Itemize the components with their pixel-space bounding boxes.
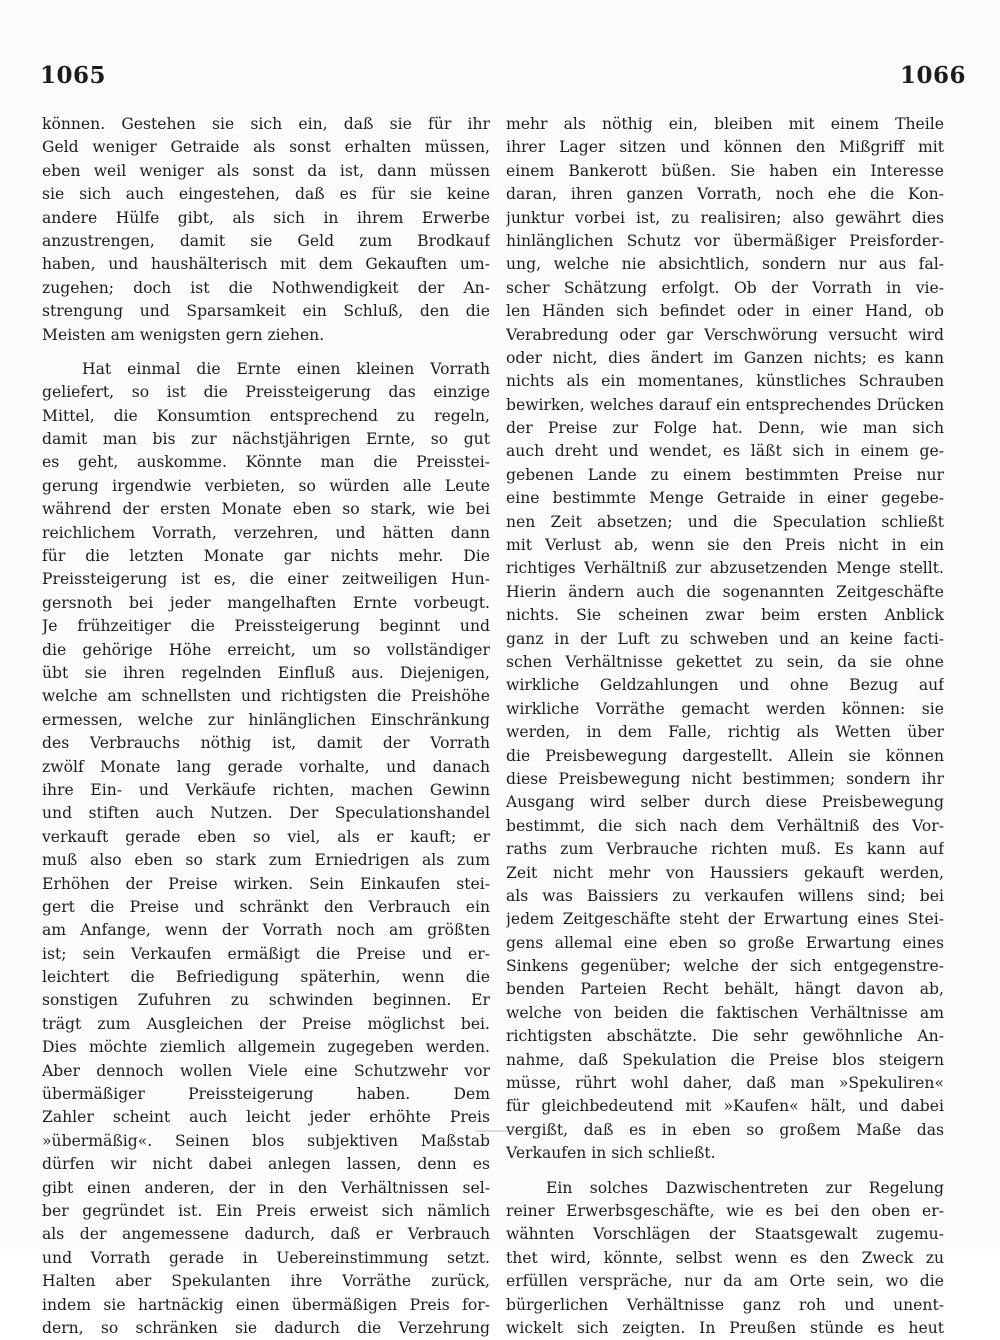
text-line: die gehörige Höhe erreicht, um so vollständiger bbox=[42, 640, 490, 659]
text-line: Preissteigerung ist es, die einer zeitweiligen Hun- bbox=[42, 570, 490, 589]
text-line: len Händen sich befindet oder in einer Hand, ob bbox=[506, 302, 944, 321]
text-line: Geld weniger Getraide als sonst erhalten müssen, bbox=[42, 138, 490, 157]
text-line: Je frühzeitiger die Preissteigerung beginnt und bbox=[42, 617, 490, 636]
text-line: nen Zeit absetzen; und die Speculation schließt bbox=[506, 512, 944, 531]
text-line: Meisten am wenigsten gern ziehen. bbox=[42, 325, 325, 344]
text-line: wähnten Vorschlägen der Staatsgewalt zugemu- bbox=[506, 1225, 944, 1244]
text-line: als der angemessene dadurch, daß er Verbrauch bbox=[42, 1225, 490, 1244]
text-line: wirkliche Geldzahlungen und ohne Bezug auf bbox=[506, 676, 944, 695]
text-line: wirkliche Vorräthe gemacht werden können: sie bbox=[506, 699, 944, 718]
text-line: trägt zum Ausgleichen der Preise möglichst bei. bbox=[42, 1014, 490, 1033]
text-line: können. Gestehen sie sich ein, daß sie für ihr bbox=[42, 115, 490, 133]
text-line: anzustrengen, damit sie Geld zum Brodkauf bbox=[42, 231, 490, 250]
text-line: gersnoth bei jeder mangelhaften Ernte vorbeugt. bbox=[42, 593, 490, 612]
text-line: die Preisbewegung dargestellt. Allein sie können bbox=[506, 746, 944, 765]
text-line: andere Hülfe gibt, als sich in ihrem Erwerbe bbox=[42, 208, 490, 227]
text-line: als was Baissiers zu verkaufen willens sind; bei bbox=[506, 886, 944, 905]
text-line: leichtert die Befriedigung späterhin, wenn die bbox=[42, 968, 490, 987]
text-line: Verkaufen in sich schließt. bbox=[506, 1144, 716, 1163]
text-line: mit Verlust ab, wenn sie den Preis nicht in ein bbox=[506, 536, 944, 555]
text-line: indem sie hartnäckig einen übermäßigen Preis for- bbox=[42, 1295, 490, 1314]
page-number-right: 1066 bbox=[899, 62, 966, 89]
text-line: hinlänglichen Schutz vor übermäßiger Preisforder- bbox=[506, 231, 944, 250]
text-line: gert die Preise und schränkt den Verbrauch ein bbox=[42, 897, 490, 916]
text-line: es geht, auskomme. Könnte man die Preisstei- bbox=[42, 453, 490, 472]
text-line: jedem Zeitgeschäfte steht der Erwartung eines Stei- bbox=[506, 910, 944, 929]
text-line: bestimmt, die sich nach dem Verhältniß des Vor- bbox=[506, 816, 944, 835]
text-line: Hat einmal die Ernte einen kleinen Vorrath bbox=[82, 359, 490, 378]
text-line: thet wird, könnte, selbst wenn es den Zweck zu bbox=[506, 1248, 944, 1267]
text-line: ganz in der Luft zu schweben und an keine facti- bbox=[506, 629, 944, 648]
text-line: ist; sein Verkaufen ermäßigt die Preise und er- bbox=[42, 944, 490, 963]
text-line: gens allemal eine eben so große Erwartung eines bbox=[506, 933, 944, 952]
text-line: reichlichem Vorrath, verzehren, und hätten dann bbox=[42, 523, 490, 542]
text-line: Dies möchte ziemlich allgemein zugegeben werden. bbox=[42, 1038, 490, 1057]
text-line: werden, in dem Falle, richtig als Wetten über bbox=[506, 723, 944, 742]
print-bleed-mark bbox=[475, 1130, 535, 1132]
text-line: nahme, daß Spekulation die Preise blos steigern bbox=[506, 1050, 944, 1069]
text-line: raths zum Verbrauche richten muß. Es kann auf bbox=[506, 840, 944, 859]
paragraph-gap bbox=[42, 347, 490, 358]
text-line: bürgerlichen Verhältnisse ganz roh und unent- bbox=[506, 1295, 944, 1314]
text-line: Halten aber Spekulanten ihre Vorräthe zurück, bbox=[42, 1272, 490, 1291]
text-line: dern, so schränken sie dadurch die Verzehrung bbox=[42, 1318, 490, 1337]
text-line: strengung und Sparsamkeit ein Schluß, den die bbox=[42, 302, 490, 321]
text-line: des Verbrauchs nöthig ist, damit der Vorrath bbox=[42, 734, 490, 753]
page-number-left: 1065 bbox=[40, 62, 107, 89]
text-line: Verabredung oder gar Verschwörung versucht wird bbox=[506, 325, 944, 344]
text-line: haben, und haushälterisch mit dem Gekauften um- bbox=[42, 255, 490, 274]
text-line: schen Verhältnisse gekettet zu sein, da sie ohne bbox=[506, 652, 944, 671]
text-line: welche von beiden die faktischen Verhältnisse am bbox=[506, 1003, 944, 1022]
text-line: am Anfange, wenn der Vorrath noch am größten bbox=[42, 921, 490, 940]
text-line: übermäßiger Preissteigerung haben. Dem bbox=[42, 1085, 490, 1104]
text-line: zugehen; doch ist die Nothwendigkeit der An- bbox=[42, 278, 490, 297]
text-line: Hierin ändern auch die sogenannten Zeitgeschäfte bbox=[506, 582, 944, 601]
text-line: geliefert, so ist die Preissteigerung das einzige bbox=[42, 383, 490, 402]
text-line: daran, ihren ganzen Vorrath, noch ehe die Kon- bbox=[506, 185, 944, 204]
text-line: Mittel, die Konsumtion entsprechend zu regeln, bbox=[42, 406, 490, 425]
text-line: für gleichbedeutend mit »Kaufen« hält, und dabei bbox=[506, 1097, 944, 1116]
text-line: mehr als nöthig ein, bleiben mit einem Theile bbox=[506, 115, 944, 133]
paragraph-gap bbox=[506, 1166, 944, 1177]
text-line: ihrer Lager sitzen und können den Mißgriff mit bbox=[506, 138, 944, 157]
text-line: Aber dennoch wollen Viele eine Schutzwehr vor bbox=[42, 1061, 490, 1080]
text-line: oder nicht, dies ändert im Ganzen nichts; es kann bbox=[506, 348, 944, 367]
text-line: der Preise zur Folge hat. Denn, wie man sich bbox=[506, 419, 944, 438]
text-line: dürfen wir nicht dabei anlegen lassen, denn es bbox=[42, 1155, 490, 1174]
text-line: gerung irgendwie verbieten, so würden alle Leute bbox=[42, 476, 490, 495]
text-line: einem Bankerott büßen. Sie haben ein Interesse bbox=[506, 161, 944, 180]
text-line: ung, welche nie absichtlich, sondern nur aus fal- bbox=[506, 255, 944, 274]
text-line: ber gegründet ist. Ein Preis erweist sich nämlich bbox=[42, 1201, 490, 1220]
text-line: Sinkens gegenüber; welche der sich entgegenstre- bbox=[506, 957, 944, 976]
text-line: für die letzten Monate gar nichts mehr. Die bbox=[42, 547, 490, 566]
left-text-column bbox=[42, 113, 490, 1340]
text-line: vergißt, daß es in eben so großem Maße das bbox=[506, 1120, 944, 1139]
text-line: benden Parteien Recht behält, hängt davon ab, bbox=[506, 980, 944, 999]
text-line: nichts als ein momentanes, künstliches Schrauben bbox=[506, 372, 944, 391]
text-line: und stiften auch Nutzen. Der Speculationshandel bbox=[42, 804, 490, 823]
text-line: welche am schnellsten und richtigsten die Preishöhe bbox=[42, 687, 490, 706]
text-line: sie sich auch eingestehen, daß es für sie keine bbox=[42, 185, 490, 204]
text-line: nichts. Sie scheinen zwar beim ersten Anblick bbox=[506, 606, 944, 625]
text-line: auch dreht und wendet, es läßt sich in einem ge- bbox=[506, 442, 944, 461]
text-line: erfüllen verspräche, nur da am Orte sein, wo die bbox=[506, 1272, 944, 1291]
text-line: übt sie ihren regelnden Einfluß aus. Diejenigen, bbox=[42, 663, 490, 682]
text-line: muß also eben so stark zum Erniedrigen als zum bbox=[42, 851, 490, 870]
text-line: während der ersten Monate eben so stark, wie bei bbox=[42, 500, 490, 519]
text-line: Ein solches Dazwischentreten zur Regelung bbox=[546, 1178, 944, 1197]
text-line: richtigsten abschätzte. Die sehr gewöhnliche An- bbox=[506, 1027, 944, 1046]
text-line: sonstigen Zufuhren zu schwinden beginnen. Er bbox=[42, 991, 490, 1010]
text-line: Zeit nicht mehr von Haussiers gekauft werden, bbox=[506, 863, 944, 882]
right-text-column bbox=[506, 113, 944, 1340]
text-line: wickelt sich zeigten. In Preußen stünde es heut bbox=[506, 1318, 944, 1337]
text-line: gibt einen anderen, der in den Verhältnissen sel- bbox=[42, 1178, 490, 1197]
text-line: junktur vorbei ist, zu realisiren; also gewährt dies bbox=[506, 208, 944, 227]
text-line: eben weil weniger als sonst da ist, dann müssen bbox=[42, 161, 490, 180]
text-line: müsse, rührt wohl daher, daß man »Spekuliren« bbox=[506, 1074, 944, 1093]
text-line: ihre Ein- und Verkäufe richten, machen Gewinn bbox=[42, 780, 490, 799]
text-line: scher Schätzung erfolgt. Ob der Vorrath in vie- bbox=[506, 278, 944, 297]
text-line: reiner Erwerbsgeschäfte, wie es bei den oben er- bbox=[506, 1201, 944, 1220]
text-line: eine bestimmte Menge Getraide in einer gegebe- bbox=[506, 489, 944, 508]
text-line: ermessen, welche zur hinlänglichen Einschränkung bbox=[42, 710, 490, 729]
text-line: zwölf Monate lang gerade vorhalte, und danach bbox=[42, 757, 490, 776]
text-line: damit man bis zur nächstjährigen Ernte, so gut bbox=[42, 430, 490, 449]
text-line: bewirken, welches darauf ein entsprechendes Drücken bbox=[506, 395, 944, 414]
text-line: und Vorrath gerade in Uebereinstimmung setzt. bbox=[42, 1248, 490, 1267]
text-line: diese Preisbewegung nicht bestimmen; sondern ihr bbox=[506, 769, 944, 788]
text-line: gebenen Lande zu einem bestimmten Preise nur bbox=[506, 465, 944, 484]
text-line: verkauft gerade eben so viel, als er kauft; er bbox=[42, 827, 490, 846]
text-line: Zahler scheint auch leicht jeder erhöhte Preis bbox=[42, 1108, 490, 1127]
text-line: richtiges Verhältniß zur abzusetzenden Menge stellt. bbox=[506, 559, 944, 578]
text-line: Erhöhen der Preise wirken. Sein Einkaufen stei- bbox=[42, 874, 490, 893]
text-line: Ausgang wird selber durch diese Preisbewegung bbox=[506, 793, 944, 812]
text-line: »übermäßig«. Seinen blos subjektiven Maßstab bbox=[42, 1131, 490, 1150]
